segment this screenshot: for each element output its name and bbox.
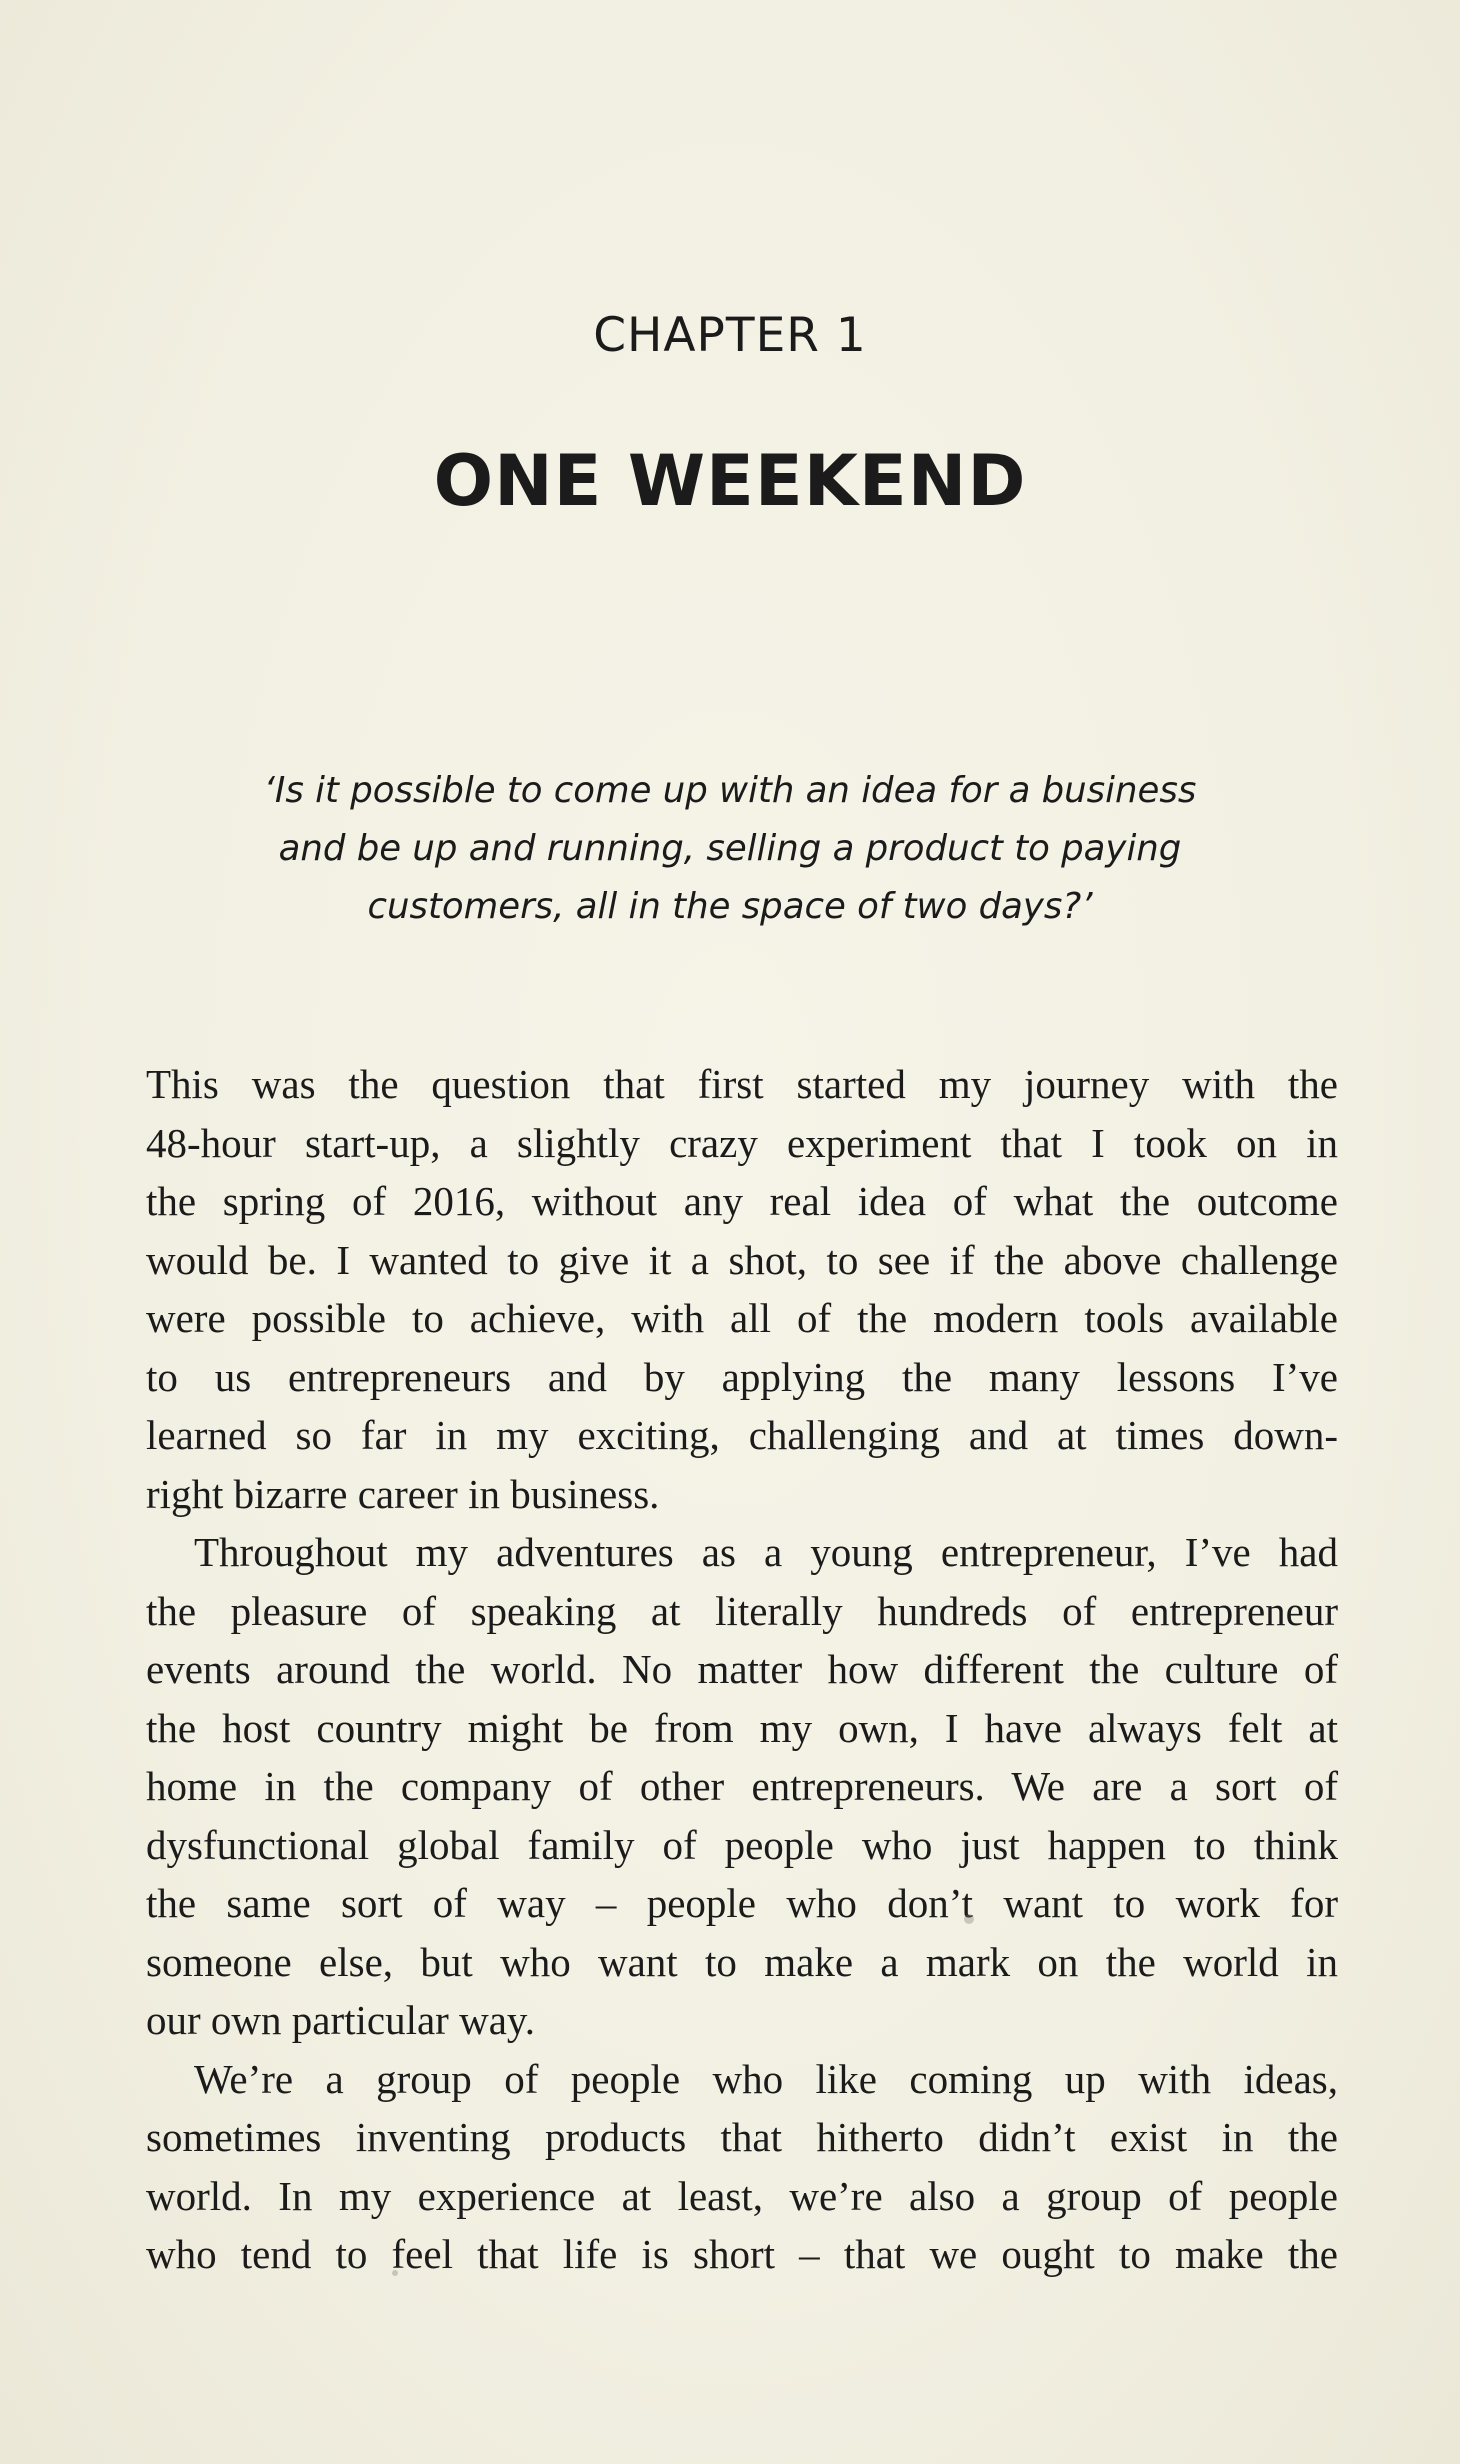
text-line: We’re a group of people who like coming up with ideas, (194, 2055, 1338, 2102)
text-line: 48-hour start-up, a slightly crazy experiment that I took on in (146, 1119, 1338, 1166)
body-text (146, 1055, 1338, 2284)
text-line: would be. I wanted to give it a shot, to see if the above challenge (146, 1236, 1338, 1283)
paragraph (146, 1055, 1338, 1523)
text-line: world. In my experience at least, we’re also a group of people (146, 2172, 1338, 2219)
text-line: the same sort of way – people who don’t want to work for (146, 1880, 1338, 1926)
text-line: to us entrepreneurs and by applying the many lessons I’ve (146, 1353, 1338, 1400)
text-line: events around the world. No matter how different the culture of (146, 1646, 1338, 1692)
epigraph-quote (230, 762, 1230, 936)
text-line: right bizarre career in business. (146, 1470, 660, 1517)
paper-smudge (392, 2270, 398, 2276)
text-line: were possible to achieve, with all of the modern tools available (146, 1295, 1338, 1341)
paragraph (146, 2050, 1338, 2284)
epigraph-line: customers, all in the space of two days?’ (367, 886, 1093, 927)
text-line: Throughout my adventures as a young entrepreneur, I’ve had (194, 1529, 1338, 1575)
paragraph (146, 1523, 1338, 2050)
text-line: who tend to feel that life is short – that we ought to make the (146, 2231, 1338, 2277)
text-line: This was the question that first started my journey with the (146, 1061, 1338, 1107)
epigraph-line: ‘Is it possible to come up with an idea for a business (263, 770, 1197, 811)
paper-smudge (964, 1914, 974, 1924)
text-line: our own particular way. (146, 1997, 535, 2043)
text-line: sometimes inventing products that hitherto didn’t exist in the (146, 2114, 1338, 2160)
text-line: dysfunctional global family of people who just happen to think (146, 1821, 1338, 1868)
epigraph-line: and be up and running, selling a product to paying (278, 828, 1182, 869)
chapter-number: CHAPTER 1 (593, 308, 867, 363)
text-line: someone else, but who want to make a mark on the world in (146, 1938, 1338, 1985)
chapter-title: ONE WEEKEND (433, 440, 1027, 522)
text-line: the spring of 2016, without any real idea of what the outcome (146, 1178, 1338, 1224)
text-line: the host country might be from my own, I have always felt at (146, 1704, 1338, 1751)
text-line: learned so far in my exciting, challenging and at times down- (146, 1412, 1338, 1458)
text-line: home in the company of other entrepreneurs. We are a sort of (146, 1763, 1338, 1809)
text-line: the pleasure of speaking at literally hundreds of entrepreneur (146, 1587, 1338, 1634)
